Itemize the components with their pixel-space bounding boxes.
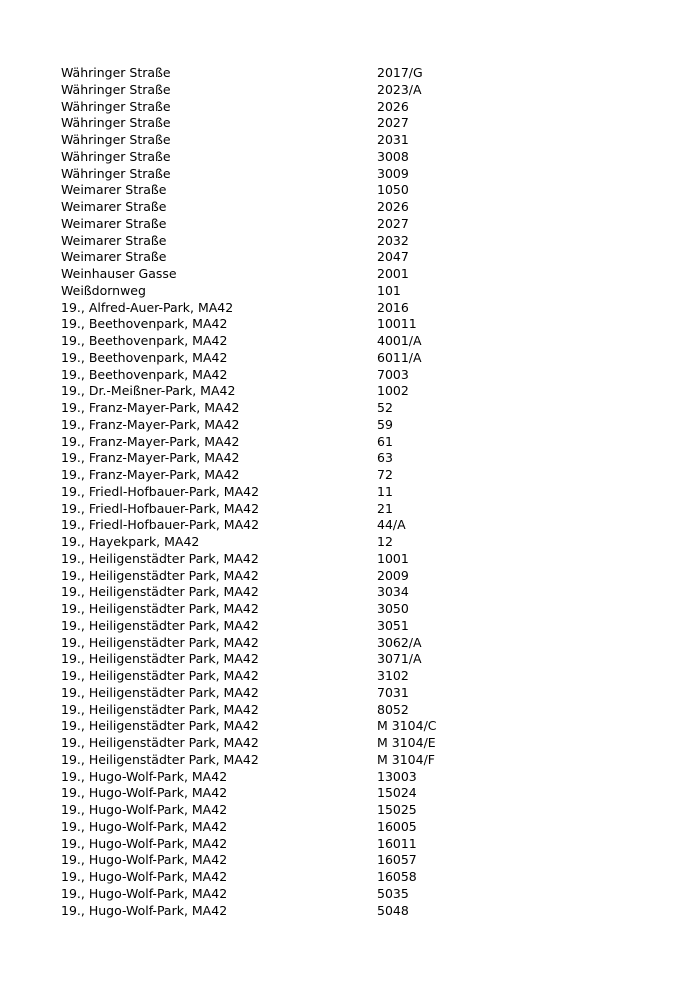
- house-number: 3062/A: [377, 634, 422, 650]
- list-item: [61, 115, 661, 132]
- list-item: [61, 735, 661, 752]
- house-number: 2031: [377, 132, 409, 147]
- house-number: 3009: [377, 165, 409, 181]
- list-item: [61, 266, 661, 283]
- street-name: 19., Heiligenstädter Park, MA42: [61, 601, 259, 616]
- house-number: 4001/A: [377, 333, 422, 348]
- house-number: 2017/G: [377, 65, 423, 80]
- house-number: 16011: [377, 835, 417, 851]
- list-item: [61, 869, 661, 886]
- list-item: [61, 635, 661, 652]
- street-name: Weimarer Straße: [61, 232, 167, 248]
- street-name: 19., Friedl-Hofbauer-Park, MA42: [61, 517, 260, 533]
- list-item: [61, 99, 661, 116]
- house-number: 61: [377, 433, 393, 449]
- list-item: [61, 216, 661, 233]
- house-number: 16057: [377, 852, 417, 868]
- house-number: 3008: [377, 148, 409, 164]
- list-item: [61, 618, 661, 635]
- street-name: Währinger Straße: [61, 132, 171, 147]
- street-name: 19., Heiligenstädter Park, MA42: [61, 550, 259, 566]
- street-name: 19., Hugo-Wolf-Park, MA42: [61, 885, 228, 901]
- house-number: 7031: [377, 684, 409, 700]
- street-name: 19., Hayekpark, MA42: [61, 534, 200, 549]
- list-item: [61, 450, 661, 467]
- list-item: [61, 132, 661, 149]
- list-item: [61, 300, 661, 317]
- list-item: [61, 668, 661, 685]
- house-number: 2023/A: [377, 81, 422, 97]
- street-name: 19., Beethovenpark, MA42: [61, 333, 228, 348]
- house-number: 2027: [377, 215, 409, 231]
- address-list: [61, 65, 661, 919]
- house-number: 63: [377, 450, 393, 466]
- house-number: 1050: [377, 182, 409, 198]
- house-number: 3034: [377, 584, 409, 600]
- list-item: [61, 417, 661, 434]
- list-item: [61, 685, 661, 702]
- list-item: [61, 752, 661, 769]
- house-number: 3050: [377, 601, 409, 616]
- list-item: [61, 903, 661, 920]
- street-name: Währinger Straße: [61, 98, 171, 114]
- street-name: 19., Franz-Mayer-Park, MA42: [61, 450, 240, 466]
- house-number: 2027: [377, 115, 409, 131]
- street-name: 19., Hugo-Wolf-Park, MA42: [61, 768, 228, 784]
- street-name: 19., Dr.-Meißner-Park, MA42: [61, 383, 236, 399]
- street-name: 19., Franz-Mayer-Park, MA42: [61, 433, 240, 449]
- list-item: [61, 651, 661, 668]
- street-name: 19., Hugo-Wolf-Park, MA42: [61, 835, 228, 851]
- house-number: 3071/A: [377, 651, 422, 667]
- street-name: Währinger Straße: [61, 81, 171, 97]
- list-item: [61, 551, 661, 568]
- house-number: 2032: [377, 232, 409, 248]
- house-number: 16005: [377, 818, 417, 834]
- house-number: 59: [377, 416, 393, 432]
- house-number: M 3104/F: [377, 751, 435, 767]
- house-number: 5035: [377, 885, 409, 901]
- street-name: 19., Hugo-Wolf-Park, MA42: [61, 852, 228, 868]
- street-name: 19., Heiligenstädter Park, MA42: [61, 718, 259, 734]
- list-item: [61, 886, 661, 903]
- street-name: 19., Heiligenstädter Park, MA42: [61, 668, 259, 683]
- street-name: Währinger Straße: [61, 115, 171, 131]
- street-name: 19., Friedl-Hofbauer-Park, MA42: [61, 500, 260, 516]
- street-name: 19., Hugo-Wolf-Park, MA42: [61, 802, 228, 817]
- list-item: [61, 283, 661, 300]
- house-number: 2047: [377, 249, 409, 265]
- list-item: [61, 333, 661, 350]
- street-name: 19., Heiligenstädter Park, MA42: [61, 651, 259, 667]
- house-number: M 3104/C: [377, 718, 437, 734]
- street-name: Währinger Straße: [61, 165, 171, 181]
- house-number: 15025: [377, 802, 417, 817]
- street-name: 19., Heiligenstädter Park, MA42: [61, 735, 259, 750]
- street-name: 19., Friedl-Hofbauer-Park, MA42: [61, 483, 260, 499]
- list-item: [61, 802, 661, 819]
- list-item: [61, 316, 661, 333]
- list-item: [61, 249, 661, 266]
- house-number: 11: [377, 483, 393, 499]
- house-number: 5048: [377, 902, 409, 918]
- street-name: 19., Heiligenstädter Park, MA42: [61, 584, 259, 600]
- street-name: 19., Franz-Mayer-Park, MA42: [61, 416, 240, 432]
- house-number: 72: [377, 467, 393, 482]
- house-number: 3102: [377, 668, 409, 683]
- list-item: [61, 400, 661, 417]
- list-item: [61, 517, 661, 534]
- list-item: [61, 199, 661, 216]
- street-name: 19., Franz-Mayer-Park, MA42: [61, 467, 240, 482]
- list-item: [61, 534, 661, 551]
- house-number: 1001: [377, 550, 409, 566]
- list-item: [61, 785, 661, 802]
- list-item: [61, 819, 661, 836]
- street-name: 19., Hugo-Wolf-Park, MA42: [61, 869, 228, 884]
- list-item: [61, 601, 661, 618]
- list-item: [61, 82, 661, 99]
- street-name: 19., Franz-Mayer-Park, MA42: [61, 400, 240, 415]
- street-name: 19., Heiligenstädter Park, MA42: [61, 634, 259, 650]
- street-name: 19., Beethovenpark, MA42: [61, 366, 228, 382]
- house-number: 10011: [377, 316, 417, 332]
- list-item: [61, 484, 661, 501]
- street-name: Weimarer Straße: [61, 199, 167, 214]
- house-number: 13003: [377, 768, 417, 784]
- house-number: 101: [377, 282, 401, 298]
- list-item: [61, 65, 661, 82]
- list-item: [61, 501, 661, 518]
- house-number: 2026: [377, 98, 409, 114]
- house-number: 8052: [377, 701, 409, 717]
- house-number: 44/A: [377, 517, 406, 533]
- street-name: 19., Hugo-Wolf-Park, MA42: [61, 785, 228, 801]
- list-item: [61, 149, 661, 166]
- list-item: [61, 718, 661, 735]
- street-name: 19., Heiligenstädter Park, MA42: [61, 617, 259, 633]
- house-number: 2009: [377, 567, 409, 583]
- street-name: 19., Heiligenstädter Park, MA42: [61, 567, 259, 583]
- list-item: [61, 702, 661, 719]
- street-name: Weinhauser Gasse: [61, 266, 177, 281]
- house-number: 15024: [377, 785, 417, 801]
- house-number: 6011/A: [377, 349, 422, 365]
- house-number: 21: [377, 500, 393, 516]
- list-item: [61, 852, 661, 869]
- house-number: M 3104/E: [377, 735, 436, 750]
- street-name: 19., Hugo-Wolf-Park, MA42: [61, 902, 228, 918]
- street-name: 19., Heiligenstädter Park, MA42: [61, 684, 259, 700]
- list-item: [61, 383, 661, 400]
- list-item: [61, 182, 661, 199]
- house-number: 12: [377, 534, 393, 549]
- list-item: [61, 836, 661, 853]
- street-name: Weißdornweg: [61, 282, 146, 298]
- street-name: 19., Hugo-Wolf-Park, MA42: [61, 818, 228, 834]
- list-item: [61, 467, 661, 484]
- list-item: [61, 367, 661, 384]
- street-name: Weimarer Straße: [61, 215, 167, 231]
- street-name: Weimarer Straße: [61, 182, 167, 198]
- street-name: 19., Beethovenpark, MA42: [61, 316, 228, 332]
- street-name: 19., Beethovenpark, MA42: [61, 349, 228, 365]
- street-name: 19., Heiligenstädter Park, MA42: [61, 751, 259, 767]
- house-number: 52: [377, 400, 393, 415]
- street-name: 19., Alfred-Auer-Park, MA42: [61, 299, 234, 315]
- house-number: 7003: [377, 366, 409, 382]
- list-item: [61, 233, 661, 250]
- house-number: 2001: [377, 266, 409, 281]
- house-number: 2016: [377, 299, 409, 315]
- list-item: [61, 568, 661, 585]
- house-number: 16058: [377, 869, 417, 884]
- street-name: Währinger Straße: [61, 65, 171, 80]
- list-item: [61, 166, 661, 183]
- list-item: [61, 584, 661, 601]
- list-item: [61, 350, 661, 367]
- street-name: Weimarer Straße: [61, 249, 167, 265]
- street-name: 19., Heiligenstädter Park, MA42: [61, 701, 259, 717]
- house-number: 2026: [377, 199, 409, 214]
- street-name: Währinger Straße: [61, 148, 171, 164]
- house-number: 3051: [377, 617, 409, 633]
- list-item: [61, 434, 661, 451]
- list-item: [61, 769, 661, 786]
- house-number: 1002: [377, 383, 409, 399]
